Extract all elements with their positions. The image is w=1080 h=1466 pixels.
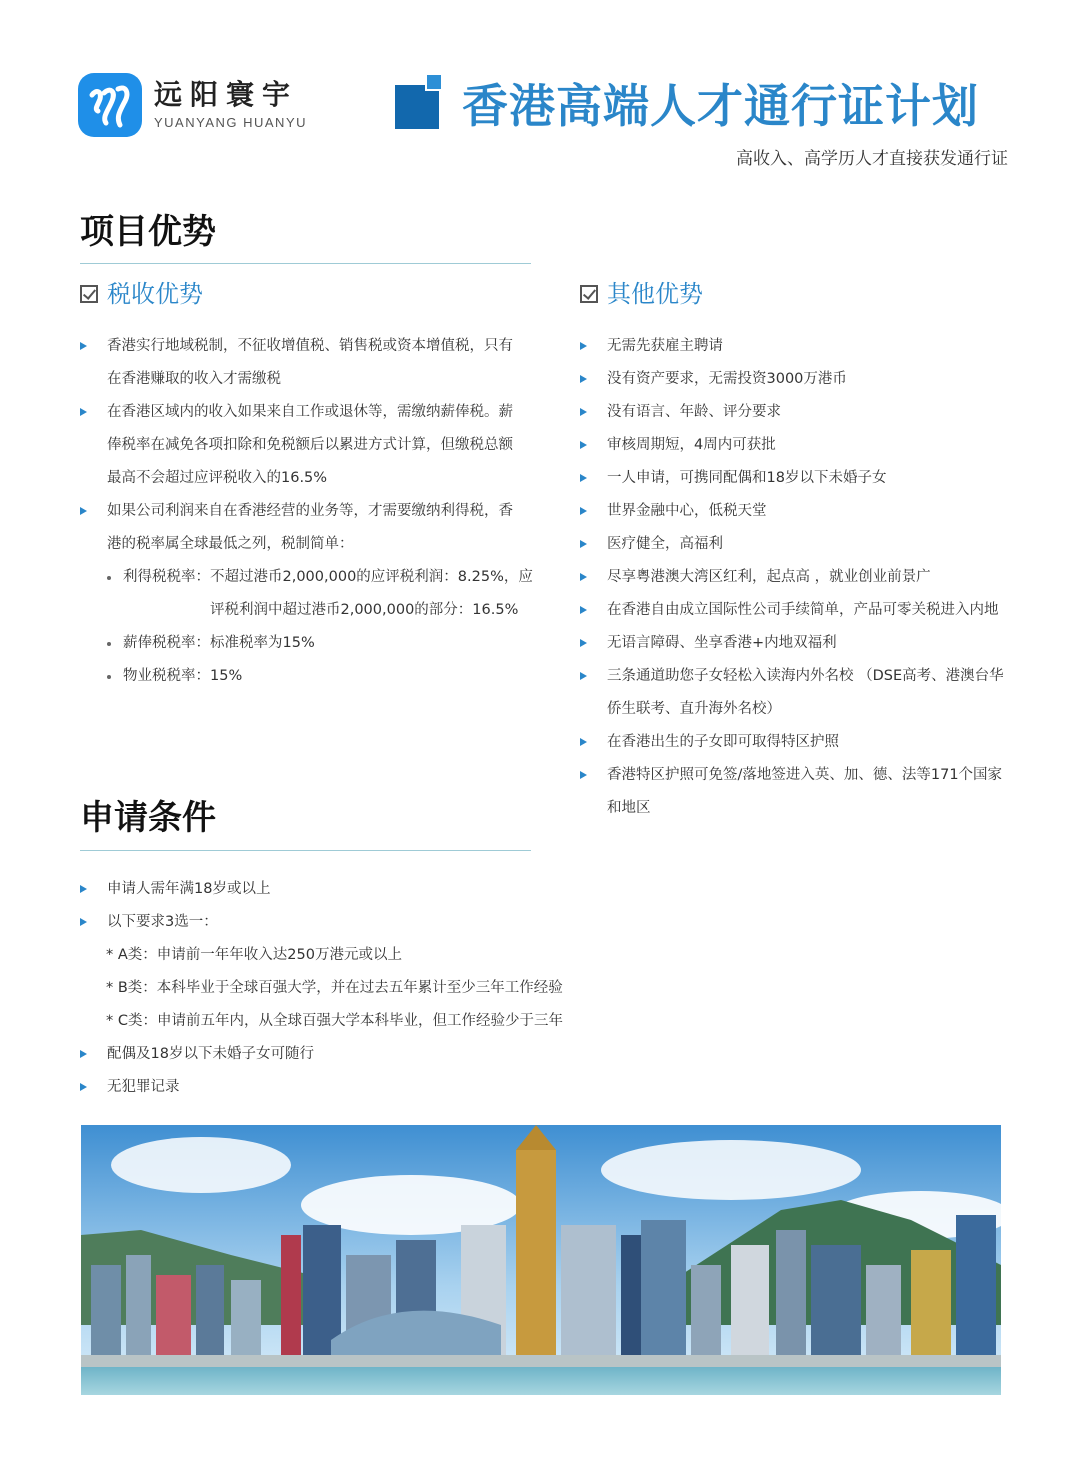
list-item: 申请人需年满18岁或以上 — [80, 873, 600, 906]
list-item: 医疗健全，高福利 — [580, 528, 1020, 561]
brand-name-cn: 远阳寰宇 — [154, 77, 299, 111]
page-subtitle: 高收入、高学历人才直接获发通行证 — [736, 149, 1008, 169]
list-item: 香港实行地域税制，不征收增值税、销售税或资本增值税，只有 在香港赚取的收入才需缴税 — [80, 330, 540, 396]
list-item: 在香港自由成立国际性公司手续简单，产品可零关税进入内地 — [580, 594, 1020, 627]
page-title: 香港高端人才通行证计划 — [462, 79, 979, 133]
requirements-heading: 申请条件 — [80, 798, 216, 838]
bullet-triangle-icon — [580, 738, 587, 746]
list-item: 尽享粤港澳大湾区红利，起点高 ，就业创业前景广 — [580, 561, 1020, 594]
title-decoration-squares — [395, 73, 445, 129]
list-item: 如果公司利润来自在香港经营的业务等，才需要缴纳利得税，香 港的税率属全球最低之列，税制简单： — [80, 495, 540, 561]
requirement-option-a: * A类：申请前一年年收入达250万港元或以上 — [106, 947, 402, 963]
checkbox-icon — [580, 285, 598, 303]
list-item: 无语言障碍、坐享香港+内地双福利 — [580, 627, 1020, 660]
bullet-triangle-icon — [80, 918, 87, 926]
bullet-triangle-icon — [580, 771, 587, 779]
other-advantages-list — [580, 330, 1020, 825]
bullet-triangle-icon — [580, 672, 587, 680]
hong-kong-skyline-photo — [81, 1125, 1001, 1395]
bullet-triangle-icon — [580, 474, 587, 482]
list-item: 无犯罪记录 — [80, 1071, 600, 1104]
list-item: 无需先获雇主聘请 — [580, 330, 1020, 363]
salaries-tax-rate: 薪俸税税率：标准税率为15% — [80, 627, 540, 660]
bullet-triangle-icon — [80, 885, 87, 893]
bullet-triangle-icon — [580, 639, 587, 647]
list-item: 配偶及18岁以下未婚子女可随行 — [80, 1038, 600, 1071]
bullet-triangle-icon — [580, 606, 587, 614]
profits-tax-rate: 利得税税率： 不超过港币2,000,000的应评税利润：8.25%，应 评税利润中超过港币2,000,000的部分：16.5% — [80, 561, 540, 627]
bullet-triangle-icon — [80, 1050, 87, 1058]
bullet-triangle-icon — [580, 507, 587, 515]
bullet-triangle-icon — [580, 441, 587, 449]
tax-advantages-heading — [80, 279, 203, 309]
list-item: 没有资产要求，无需投资3000万港币 — [580, 363, 1020, 396]
bullet-triangle-icon — [580, 375, 587, 383]
list-item: 审核周期短，4周内可获批 — [580, 429, 1020, 462]
list-item: 三条通道助您子女轻松入读海内外名校 （DSE高考、港澳台华 侨生联考、直升海外名校） — [580, 660, 1020, 726]
requirement-option-b: * B类：本科毕业于全球百强大学，并在过去五年累计至少三年工作经验 — [106, 980, 563, 996]
list-item: 一人申请，可携同配偶和18岁以下未婚子女 — [580, 462, 1020, 495]
bullet-dot-icon — [107, 675, 111, 679]
list-item: 在香港出生的子女即可取得特区护照 — [580, 726, 1020, 759]
list-item: 世界金融中心，低税天堂 — [580, 495, 1020, 528]
brand-name-en: YUANYANG HUANYU — [154, 114, 308, 130]
bullet-triangle-icon — [580, 342, 587, 350]
bullet-triangle-icon — [580, 573, 587, 581]
bullet-triangle-icon — [80, 408, 87, 416]
list-item: 在香港区域内的收入如果来自工作或退休等，需缴纳薪俸税。薪 俸税率在减免各项扣除和免税额后以累进方式计算，但缴税总额 最高不会超过应评税收入的16.5% — [80, 396, 540, 495]
tax-advantages-list — [80, 330, 540, 693]
list-item: 以下要求3选一： — [80, 906, 600, 939]
brand-logo — [78, 73, 307, 137]
other-advantages-label: 其他优势 — [607, 280, 703, 308]
requirements-list — [80, 873, 600, 1104]
list-item: 香港特区护照可免签/落地签进入英、加、德、法等171个国家 和地区 — [580, 759, 1020, 825]
tax-advantages-label: 税收优势 — [107, 280, 203, 308]
requirement-option-c: * C类：申请前五年内，从全球百强大学本科毕业，但工作经验少于三年 — [106, 1013, 563, 1029]
brand-logo-icon — [78, 73, 142, 137]
advantages-divider — [80, 263, 531, 264]
bullet-triangle-icon — [80, 507, 87, 515]
bullet-triangle-icon — [80, 342, 87, 350]
checkbox-icon — [80, 285, 98, 303]
bullet-triangle-icon — [80, 1083, 87, 1091]
bullet-dot-icon — [107, 642, 111, 646]
other-advantages-heading — [580, 279, 703, 309]
list-item: 没有语言、年龄、评分要求 — [580, 396, 1020, 429]
bullet-dot-icon — [107, 576, 111, 580]
bullet-triangle-icon — [580, 540, 587, 548]
bullet-triangle-icon — [580, 408, 587, 416]
advantages-heading: 项目优势 — [80, 212, 216, 252]
requirements-divider — [80, 850, 531, 851]
property-tax-rate: 物业税税率：15% — [80, 660, 540, 693]
